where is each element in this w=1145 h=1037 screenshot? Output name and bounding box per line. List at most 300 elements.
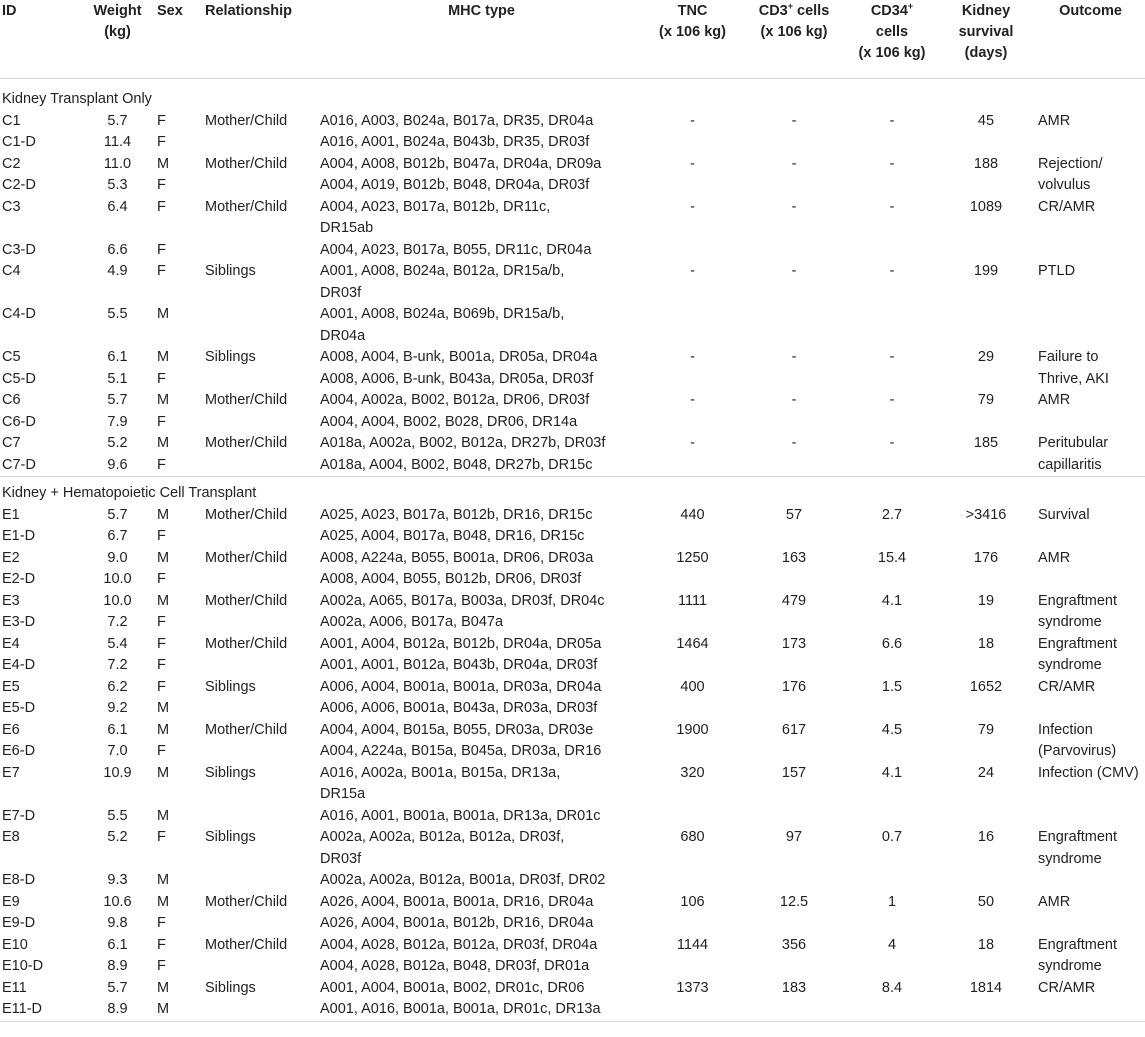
- table-row: [0, 870, 1145, 892]
- cell-weight: 7.2: [107, 657, 128, 673]
- cell-sex: M: [157, 807, 170, 824]
- cell-outcome: [1036, 698, 1145, 720]
- cell-relationship: Mother/Child: [205, 435, 288, 451]
- cell-sex: F: [157, 678, 166, 695]
- cell-kidney-survival: 45: [977, 112, 995, 129]
- cell-id: C5: [2, 349, 21, 365]
- cell-weight: 6.1: [107, 349, 128, 365]
- cell-id: E9: [2, 893, 20, 910]
- cell-cd34: [848, 526, 936, 548]
- cell-tnc: 440: [680, 506, 705, 523]
- cell-cd3: [740, 806, 848, 828]
- cell-outcome: AMR: [1038, 549, 1071, 566]
- cell-cd34: -: [889, 263, 895, 279]
- cell-outcome: [1036, 999, 1145, 1021]
- cell-tnc: [645, 870, 740, 892]
- cell-weight: 5.7: [107, 506, 128, 523]
- cell-cd34: -: [889, 392, 895, 408]
- cell-tnc: [645, 412, 740, 434]
- cell-cd34: [848, 369, 936, 391]
- cell-id: C6-D: [2, 413, 36, 430]
- cell-kidney-survival: [936, 569, 1036, 591]
- cell-outcome: Thrive, AKI: [1038, 370, 1109, 387]
- cell-weight: 5.1: [107, 370, 128, 387]
- cell-mhc-type: A018a, A004, B002, B048, DR27b, DR15c: [320, 456, 593, 473]
- cell-cd3: 173: [781, 635, 807, 652]
- cell-kidney-survival: 185: [973, 435, 999, 451]
- section-header-row: [0, 477, 1145, 505]
- cell-id: E7: [2, 764, 20, 781]
- cell-relationship: Siblings: [205, 979, 256, 996]
- cell-outcome: syndrome: [1038, 958, 1102, 974]
- cell-sex: F: [157, 571, 166, 587]
- cell-tnc: [645, 569, 740, 591]
- cell-mhc-type: A008, A004, B-unk, B001a, DR05a, DR04a: [320, 349, 598, 365]
- cell-sex: F: [157, 614, 166, 630]
- cell-outcome: AMR: [1038, 112, 1071, 129]
- table-row: [0, 369, 1145, 391]
- cell-outcome: Peritubular: [1038, 435, 1109, 451]
- cell-tnc: [645, 304, 740, 347]
- cell-cd3: [740, 569, 848, 591]
- cell-sex: M: [157, 872, 170, 888]
- cell-outcome: CR/AMR: [1038, 979, 1096, 996]
- table-header: [0, 0, 1145, 79]
- cell-weight: 6.6: [107, 241, 128, 258]
- cell-cd3: -: [791, 435, 797, 451]
- cell-tnc: [645, 741, 740, 763]
- cell-kidney-survival: 18: [977, 936, 995, 953]
- cell-tnc: 1900: [676, 721, 709, 738]
- header-relationship: Relationship: [205, 3, 293, 19]
- cell-outcome: Survival: [1038, 506, 1090, 523]
- cell-tnc: -: [690, 435, 695, 451]
- cell-mhc-type: A025, A023, B017a, B012b, DR16, DR15c: [320, 506, 593, 523]
- cell-relationship: Mother/Child: [205, 198, 288, 215]
- cell-mhc-type: A018a, A002a, B002, B012a, DR27b, DR03f: [320, 435, 606, 451]
- cell-cd3: [740, 913, 848, 935]
- table-row: [0, 390, 1145, 412]
- cell-sex: F: [157, 177, 166, 193]
- cell-cd3: [740, 455, 848, 477]
- cell-weight: 7.2: [107, 614, 128, 630]
- cell-kidney-survival: [936, 455, 1036, 477]
- cell-tnc: 400: [680, 678, 705, 695]
- cell-tnc: -: [690, 392, 695, 408]
- cell-outcome: [1036, 304, 1145, 347]
- cell-weight: 11.4: [103, 134, 132, 150]
- cell-cd34: [848, 304, 936, 347]
- table-row: [0, 720, 1145, 742]
- cell-tnc: -: [690, 112, 695, 129]
- cell-id: C2: [2, 155, 21, 172]
- cell-sex: F: [157, 657, 166, 673]
- cell-outcome: syndrome: [1038, 657, 1102, 673]
- cell-relationship: [203, 913, 318, 935]
- cell-cd3: 12.5: [779, 893, 809, 910]
- cell-outcome: [1036, 526, 1145, 548]
- cell-sex: F: [157, 370, 166, 387]
- cell-mhc-type: A002a, A006, B017a, B047a: [320, 614, 504, 630]
- cell-cd3: [740, 240, 848, 262]
- cell-cd34: [848, 741, 936, 763]
- cell-cd34: -: [889, 112, 895, 129]
- cell-tnc: [645, 698, 740, 720]
- header-tnc: TNC (x 106 kg): [659, 3, 726, 40]
- cell-cd3: 157: [781, 764, 807, 781]
- cell-id: C7: [2, 435, 21, 451]
- cell-cd34: [848, 913, 936, 935]
- cell-outcome: [1036, 870, 1145, 892]
- cell-weight: 7.0: [107, 743, 128, 759]
- cell-outcome: syndrome: [1038, 614, 1102, 630]
- cell-cd3: -: [791, 263, 797, 279]
- cell-kidney-survival: 24: [977, 764, 995, 781]
- cell-cd3: [740, 999, 848, 1021]
- table-row: [0, 634, 1145, 656]
- cell-cd34: [848, 240, 936, 262]
- cell-mhc-type: A016, A001, B001a, B001a, DR13a, DR01c: [320, 807, 601, 824]
- cell-sex: M: [157, 764, 170, 781]
- cell-tnc: 1373: [676, 979, 709, 996]
- cell-sex: M: [157, 306, 170, 322]
- cell-outcome: CR/AMR: [1038, 678, 1096, 695]
- cell-weight: 5.4: [107, 635, 128, 652]
- cell-tnc: [645, 526, 740, 548]
- cell-kidney-survival: 50: [977, 893, 995, 910]
- cell-tnc: -: [690, 155, 695, 172]
- table-row: [0, 304, 1145, 347]
- cell-id: E6: [2, 721, 20, 738]
- cell-id: E8-D: [2, 872, 36, 888]
- cell-mhc-type: A016, A003, B024a, B017a, DR35, DR04a: [320, 112, 594, 129]
- cell-weight: 10.0: [103, 592, 132, 609]
- cell-relationship: [203, 526, 318, 548]
- cell-cd3: [740, 412, 848, 434]
- cell-cd3: -: [791, 155, 797, 172]
- cell-outcome: Infection (CMV): [1038, 764, 1139, 781]
- table-row: [0, 175, 1145, 197]
- cell-outcome: capillaritis: [1038, 456, 1102, 473]
- cell-relationship: [203, 956, 318, 978]
- cell-tnc: [645, 175, 740, 197]
- cell-tnc: 680: [680, 829, 705, 845]
- cell-id: E8: [2, 829, 20, 845]
- cell-id: C5-D: [2, 370, 36, 387]
- cell-mhc-type: A004, A023, B017a, B012b, DR11c, DR15ab: [320, 198, 551, 236]
- cell-tnc: [645, 806, 740, 828]
- cell-cd34: [848, 999, 936, 1021]
- cell-relationship: [203, 999, 318, 1021]
- cell-cd34: 2.7: [881, 506, 903, 523]
- cell-sex: M: [157, 979, 170, 996]
- cell-weight: 9.6: [107, 456, 128, 473]
- cell-tnc: 320: [680, 764, 705, 781]
- cell-sex: M: [157, 155, 170, 172]
- cell-kidney-survival: [936, 913, 1036, 935]
- cell-cd34: [848, 132, 936, 154]
- cell-kidney-survival: >3416: [965, 506, 1007, 523]
- cell-mhc-type: A004, A008, B012b, B047a, DR04a, DR09a: [320, 155, 602, 172]
- cell-sex: M: [157, 349, 170, 365]
- cell-kidney-survival: 1652: [969, 678, 1003, 695]
- cell-id: E11: [2, 979, 27, 996]
- cell-outcome: (Parvovirus): [1038, 743, 1117, 759]
- cell-id: C1: [2, 112, 21, 129]
- cell-cd34: [848, 655, 936, 677]
- cell-sex: F: [157, 456, 166, 473]
- cell-cd3: [740, 304, 848, 347]
- cell-weight: 5.7: [107, 979, 128, 996]
- cell-relationship: [203, 612, 318, 634]
- cell-tnc: 1464: [676, 635, 709, 652]
- cell-mhc-type: A004, A019, B012b, B048, DR04a, DR03f: [320, 177, 590, 193]
- cell-mhc-type: A004, A002a, B002, B012a, DR06, DR03f: [320, 392, 590, 408]
- table-row: [0, 999, 1145, 1021]
- cell-weight: 6.7: [107, 528, 128, 544]
- cell-id: E10: [2, 936, 28, 953]
- cell-tnc: [645, 612, 740, 634]
- cell-id: E1-D: [2, 528, 36, 544]
- cell-cd3: -: [791, 112, 797, 129]
- cell-cd34: 4.5: [881, 721, 903, 738]
- cell-id: C2-D: [2, 177, 36, 193]
- cell-id: C4: [2, 263, 21, 279]
- cell-relationship: Mother/Child: [205, 893, 288, 910]
- cell-kidney-survival: [936, 870, 1036, 892]
- cell-relationship: Mother/Child: [205, 549, 288, 566]
- header-weight: Weight (kg): [93, 3, 142, 40]
- cell-weight: 11.0: [103, 155, 132, 172]
- cell-cd3: 163: [781, 549, 807, 566]
- cell-sex: F: [157, 134, 166, 150]
- cell-cd34: 8.4: [881, 979, 903, 996]
- cell-relationship: Mother/Child: [205, 155, 288, 172]
- cell-mhc-type: A004, A023, B017a, B055, DR11c, DR04a: [320, 241, 592, 258]
- cell-weight: 5.7: [107, 112, 128, 129]
- cell-sex: F: [157, 528, 166, 544]
- cell-kidney-survival: [936, 956, 1036, 978]
- cell-relationship: [203, 175, 318, 197]
- cell-kidney-survival: [936, 999, 1036, 1021]
- table-row: [0, 261, 1145, 304]
- cell-weight: 7.9: [107, 413, 128, 430]
- cell-weight: 9.0: [107, 549, 128, 566]
- table-row: [0, 433, 1145, 455]
- cell-cd34: -: [889, 349, 895, 365]
- cell-tnc: -: [690, 349, 695, 365]
- cell-relationship: Siblings: [205, 829, 256, 845]
- table-row: [0, 347, 1145, 369]
- table-row: [0, 455, 1145, 477]
- header-cd34-cells: CD34+ cells (x 106 kg): [858, 1, 926, 61]
- cell-outcome: CR/AMR: [1038, 198, 1096, 215]
- cell-sex: M: [157, 700, 170, 716]
- cell-cd34: 4.1: [881, 592, 903, 609]
- cell-weight: 5.7: [107, 392, 128, 408]
- cell-kidney-survival: 29: [977, 349, 995, 365]
- cell-cd3: -: [791, 349, 797, 365]
- cell-weight: 10.0: [103, 571, 132, 587]
- cell-mhc-type: A026, A004, B001a, B012b, DR16, DR04a: [320, 915, 594, 931]
- table-row: [0, 612, 1145, 634]
- cell-cd3: 176: [781, 678, 807, 695]
- cell-cd34: [848, 806, 936, 828]
- table-row: [0, 978, 1145, 1000]
- table-row: [0, 892, 1145, 914]
- cell-outcome: PTLD: [1038, 263, 1076, 279]
- cell-id: E3: [2, 592, 20, 609]
- cell-weight: 4.9: [107, 263, 128, 279]
- cell-kidney-survival: [936, 412, 1036, 434]
- cell-id: C3: [2, 198, 21, 215]
- header-sex: Sex: [157, 3, 183, 19]
- cell-kidney-survival: [936, 526, 1036, 548]
- cell-cd34: [848, 455, 936, 477]
- cell-kidney-survival: [936, 655, 1036, 677]
- table-row: [0, 956, 1145, 978]
- cell-relationship: [203, 132, 318, 154]
- cell-relationship: [203, 741, 318, 763]
- cell-weight: 5.3: [107, 177, 128, 193]
- cell-mhc-type: A001, A008, B024a, B069b, DR15a/b, DR04a: [320, 306, 565, 344]
- cell-relationship: [203, 870, 318, 892]
- cell-kidney-survival: [936, 612, 1036, 634]
- cell-cd34: -: [889, 198, 895, 215]
- header-outcome: Outcome: [1059, 3, 1122, 19]
- cell-outcome: Engraftment: [1038, 635, 1117, 652]
- cell-cd3: 356: [781, 936, 807, 953]
- cell-kidney-survival: 176: [973, 549, 999, 566]
- section-title: Kidney + Hematopoietic Cell Transplant: [2, 485, 257, 501]
- cell-outcome: Engraftment: [1038, 936, 1117, 953]
- cell-mhc-type: A026, A004, B001a, B001a, DR16, DR04a: [320, 893, 594, 910]
- cell-outcome: [1036, 806, 1145, 828]
- cell-mhc-type: A002a, A065, B017a, B003a, DR03f, DR04c: [320, 592, 605, 609]
- cell-kidney-survival: [936, 175, 1036, 197]
- table-row: [0, 827, 1145, 870]
- cell-kidney-survival: 1814: [969, 979, 1003, 996]
- cell-kidney-survival: 16: [977, 829, 995, 845]
- cell-tnc: 1111: [677, 592, 708, 609]
- cell-cd3: [740, 655, 848, 677]
- cell-cd3: [740, 612, 848, 634]
- cell-outcome: Rejection/: [1038, 155, 1103, 172]
- cell-weight: 5.2: [107, 435, 128, 451]
- cell-sex: M: [157, 549, 170, 566]
- cell-cd34: [848, 956, 936, 978]
- cell-mhc-type: A004, A004, B002, B028, DR06, DR14a: [320, 413, 578, 430]
- cell-cd3: [740, 369, 848, 391]
- cell-cd34: [848, 870, 936, 892]
- cell-cd3: [740, 526, 848, 548]
- cell-mhc-type: A001, A016, B001a, B001a, DR01c, DR13a: [320, 1001, 601, 1017]
- cell-mhc-type: A001, A004, B012a, B012b, DR04a, DR05a: [320, 635, 602, 652]
- table-row: [0, 741, 1145, 763]
- cell-relationship: Mother/Child: [205, 635, 288, 652]
- cell-sex: M: [157, 1001, 170, 1017]
- cell-tnc: [645, 240, 740, 262]
- cell-kidney-survival: [936, 806, 1036, 828]
- cell-cd34: [848, 698, 936, 720]
- cell-sex: F: [157, 112, 166, 129]
- cell-kidney-survival: 79: [977, 721, 995, 738]
- cell-cd34: 0.7: [881, 829, 903, 845]
- cell-weight: 9.3: [107, 872, 128, 888]
- cell-outcome: [1036, 132, 1145, 154]
- cell-cd3: [740, 132, 848, 154]
- cell-cd3: 183: [781, 979, 807, 996]
- cell-id: C1-D: [2, 134, 36, 150]
- cell-relationship: Mother/Child: [205, 392, 288, 408]
- cell-relationship: Mother/Child: [205, 506, 288, 523]
- cell-cd34: [848, 412, 936, 434]
- cell-cd3: [740, 698, 848, 720]
- cell-sex: M: [157, 721, 170, 738]
- cell-mhc-type: A008, A004, B055, B012b, DR06, DR03f: [320, 571, 582, 587]
- cell-mhc-type: A002a, A002a, B012a, B001a, DR03f, DR02: [320, 872, 606, 888]
- cell-cd34: [848, 569, 936, 591]
- cell-kidney-survival: 199: [973, 263, 999, 279]
- table-row: [0, 240, 1145, 262]
- header-id: ID: [2, 3, 17, 19]
- cell-cd34: 1: [887, 893, 897, 910]
- table-row: [0, 913, 1145, 935]
- cell-mhc-type: A016, A002a, B001a, B015a, DR13a, DR15a: [320, 764, 561, 802]
- cell-id: E4-D: [2, 657, 36, 673]
- cell-mhc-type: A004, A028, B012a, B012a, DR03f, DR04a: [320, 936, 598, 953]
- table-row: [0, 505, 1145, 527]
- cell-relationship: [203, 698, 318, 720]
- table-row: [0, 655, 1145, 677]
- cell-cd3: 479: [781, 592, 807, 609]
- cell-kidney-survival: 19: [977, 592, 995, 609]
- cell-relationship: Siblings: [205, 349, 256, 365]
- cell-id: E3-D: [2, 614, 36, 630]
- cell-relationship: [203, 369, 318, 391]
- cell-id: E10-D: [2, 958, 44, 974]
- cell-tnc: 1144: [676, 936, 709, 953]
- cell-tnc: [645, 132, 740, 154]
- cell-id: E5: [2, 678, 20, 695]
- cell-kidney-survival: [936, 304, 1036, 347]
- cell-cd34: -: [889, 435, 895, 451]
- cell-kidney-survival: [936, 132, 1036, 154]
- cell-cd34: [848, 612, 936, 634]
- cell-id: E11-D: [2, 1001, 43, 1017]
- cell-outcome: [1036, 240, 1145, 262]
- cell-tnc: [645, 956, 740, 978]
- cell-id: E5-D: [2, 700, 36, 716]
- cell-sex: F: [157, 263, 166, 279]
- cell-id: E1: [2, 506, 20, 523]
- cell-mhc-type: A025, A004, B017a, B048, DR16, DR15c: [320, 528, 585, 544]
- cell-tnc: [645, 369, 740, 391]
- cell-cd3: [740, 870, 848, 892]
- cell-sex: F: [157, 743, 166, 759]
- cell-cd3: [740, 175, 848, 197]
- cell-kidney-survival: 1089: [969, 198, 1003, 215]
- cell-id: C4-D: [2, 306, 36, 322]
- table-row: [0, 154, 1145, 176]
- cell-relationship: [203, 455, 318, 477]
- cell-relationship: [203, 240, 318, 262]
- cell-sex: F: [157, 413, 166, 430]
- table-body: [0, 79, 1145, 1022]
- table-row: [0, 806, 1145, 828]
- cell-sex: F: [157, 198, 166, 215]
- cell-relationship: Mother/Child: [205, 721, 288, 738]
